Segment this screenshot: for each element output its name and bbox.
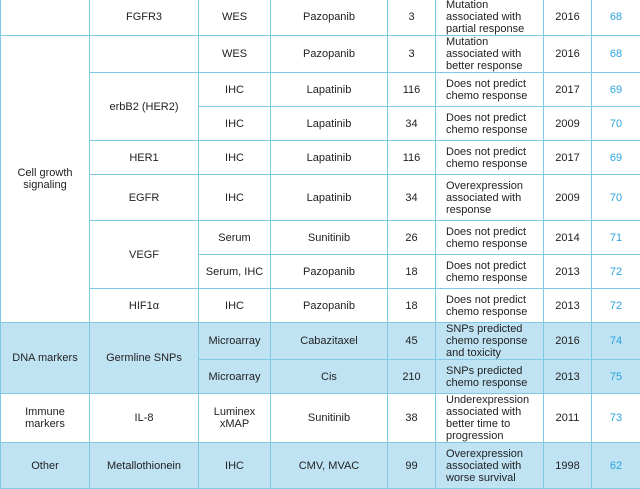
n-cell: 38 [388,394,436,443]
effect-cell: Does not predict chemo response [436,107,544,141]
method-cell: Luminex xMAP [199,394,271,443]
year-cell: 2013 [544,360,592,394]
method-cell: Microarray [199,323,271,360]
reference-link[interactable]: 73 [592,394,640,443]
category-cell: Other [1,443,90,489]
year-cell: 2013 [544,255,592,289]
drug-cell: Cis [271,360,388,394]
effect-cell: Mutation associated with better response [436,36,544,73]
n-cell: 99 [388,443,436,489]
n-cell: 34 [388,107,436,141]
n-cell: 18 [388,255,436,289]
year-cell: 2017 [544,73,592,107]
effect-cell: Does not predict chemo response [436,221,544,255]
reference-link[interactable]: 70 [592,107,640,141]
method-cell: Microarray [199,360,271,394]
year-cell: 2009 [544,175,592,221]
drug-cell: Lapatinib [271,73,388,107]
reference-link[interactable]: 71 [592,221,640,255]
category-cell: DNA markers [1,323,90,394]
method-cell: IHC [199,443,271,489]
marker-cell: EGFR [90,175,199,221]
category-cell: Immune markers [1,394,90,443]
reference-link[interactable]: 74 [592,323,640,360]
table-row [1,443,640,489]
reference-link[interactable]: 72 [592,255,640,289]
drug-cell: Pazopanib [271,36,388,73]
marker-cell: HER1 [90,141,199,175]
drug-cell: Pazopanib [271,289,388,323]
marker-cell: HIF1α [90,289,199,323]
year-cell: 2016 [544,323,592,360]
year-cell: 2016 [544,36,592,73]
drug-cell: Pazopanib [271,255,388,289]
year-cell: 2016 [544,0,592,36]
marker-cell: VEGF [90,221,199,289]
effect-cell: SNPs predicted chemo response and toxicity [436,323,544,360]
reference-link[interactable]: 62 [592,443,640,489]
n-cell: 116 [388,73,436,107]
marker-cell: Germline SNPs [90,323,199,394]
n-cell: 3 [388,0,436,36]
year-cell: 1998 [544,443,592,489]
table-row [1,141,640,175]
category-cell: Cell growth signaling [1,36,90,323]
marker-cell: erbB2 (HER2) [90,73,199,141]
effect-cell: Mutation associated with partial response [436,0,544,36]
method-cell: WES [199,0,271,36]
n-cell: 26 [388,221,436,255]
marker-cell [90,36,199,73]
effect-cell: Overexpression associated with worse survival [436,443,544,489]
method-cell: IHC [199,107,271,141]
reference-link[interactable]: 68 [592,0,640,36]
drug-cell: Lapatinib [271,141,388,175]
reference-link[interactable]: 68 [592,36,640,73]
year-cell: 2013 [544,289,592,323]
drug-cell: Cabazitaxel [271,323,388,360]
category-cell [1,0,90,36]
n-cell: 18 [388,289,436,323]
drug-cell: Lapatinib [271,107,388,141]
table-row [1,221,640,255]
drug-cell: Lapatinib [271,175,388,221]
table-row [1,323,640,360]
effect-cell: Does not predict chemo response [436,141,544,175]
reference-link[interactable]: 70 [592,175,640,221]
table-row [1,289,640,323]
method-cell: Serum [199,221,271,255]
reference-link[interactable]: 75 [592,360,640,394]
table-row [1,73,640,107]
marker-cell: IL-8 [90,394,199,443]
n-cell: 34 [388,175,436,221]
method-cell: WES [199,36,271,73]
effect-cell: Does not predict chemo response [436,255,544,289]
n-cell: 3 [388,36,436,73]
effect-cell: Does not predict chemo response [436,289,544,323]
drug-cell: CMV, MVAC [271,443,388,489]
n-cell: 45 [388,323,436,360]
year-cell: 2011 [544,394,592,443]
drug-cell: Pazopanib [271,0,388,36]
n-cell: 210 [388,360,436,394]
drug-cell: Sunitinib [271,221,388,255]
effect-cell: SNPs predicted chemo response [436,360,544,394]
n-cell: 116 [388,141,436,175]
drug-cell: Sunitinib [271,394,388,443]
table-row [1,394,640,443]
effect-cell: Does not predict chemo response [436,73,544,107]
reference-link[interactable]: 69 [592,141,640,175]
method-cell: Serum, IHC [199,255,271,289]
table-row [1,175,640,221]
reference-link[interactable]: 72 [592,289,640,323]
table-row [1,36,640,73]
effect-cell: Overexpression associated with response [436,175,544,221]
method-cell: IHC [199,289,271,323]
year-cell: 2014 [544,221,592,255]
method-cell: IHC [199,175,271,221]
effect-cell: Underexpression associated with better time to progression [436,394,544,443]
marker-cell: Metallothionein [90,443,199,489]
method-cell: IHC [199,73,271,107]
year-cell: 2017 [544,141,592,175]
table-row [1,0,640,36]
year-cell: 2009 [544,107,592,141]
marker-cell: FGFR3 [90,0,199,36]
reference-link[interactable]: 69 [592,73,640,107]
method-cell: IHC [199,141,271,175]
